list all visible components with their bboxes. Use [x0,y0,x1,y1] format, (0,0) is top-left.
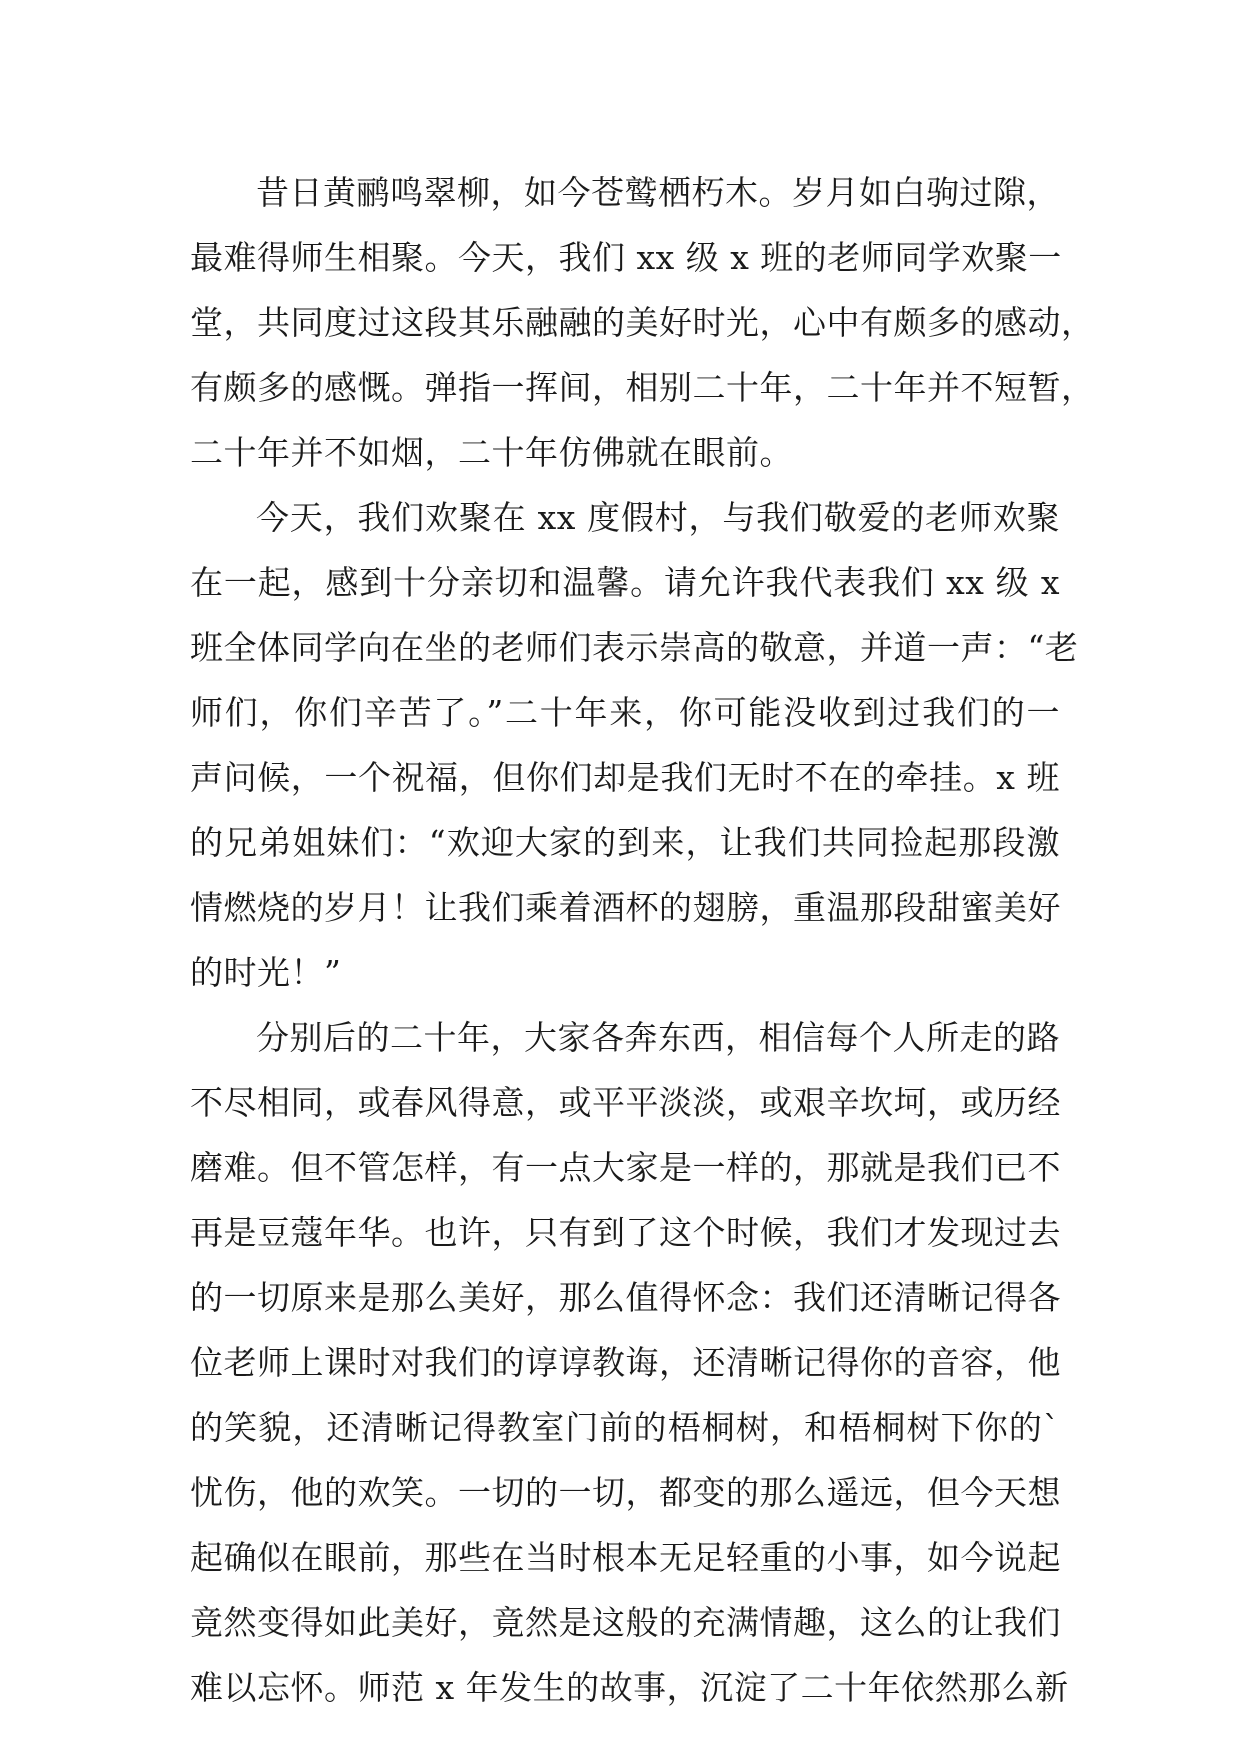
text-line: 分别后的二十年，大家各奔东西，相信每个人所走的路 [256,1018,1060,1057]
text-line: 最难得师生相聚。今天，我们 xx 级 x 班的老师同学欢聚一 [190,238,1062,277]
text-line: 起确似在眼前，那些在当时根本无足轻重的小事，如今说起 [190,1538,1061,1577]
text-line: 的兄弟姐妹们：“欢迎大家的到来，让我们共同捡起那段激 [190,823,1060,862]
text-line: 忧伤，他的欢笑。一切的一切，都变的那么遥远，但今天想 [190,1473,1061,1512]
text-line: 磨难。但不管怎样，有一点大家是一样的，那就是我们已不 [190,1148,1061,1187]
text-line: 的一切原来是那么美好，那么值得怀念：我们还清晰记得各 [190,1278,1061,1317]
text-line: 声问候，一个祝福，但你们却是我们无时不在的牵挂。x 班 [190,758,1060,797]
text-line: 在一起，感到十分亲切和温馨。请允许我代表我们 xx 级 x [190,563,1060,602]
text-line: 今天，我们欢聚在 xx 度假村，与我们敬爱的老师欢聚 [256,498,1060,537]
text-line: 的时光！” [190,953,342,992]
text-line: 有颇多的感慨。弹指一挥间，相别二十年，二十年并不短暂， [190,368,1095,407]
body-text [190,160,1095,1720]
text-line: 位老师上课时对我们的谆谆教诲，还清晰记得你的音容，他 [190,1343,1061,1382]
text-line: 难以忘怀。师范 x 年发生的故事，沉淀了二十年依然那么新 [190,1668,1069,1707]
text-line: 师们，你们辛苦了。”二十年来，你可能没收到过我们的一 [190,693,1060,732]
text-line: 的笑貌，还清晰记得教室门前的梧桐树，和梧桐树下你的` [190,1408,1060,1447]
text-line: 昔日黄鹂鸣翠柳，如今苍鹫栖朽木。岁月如白驹过隙， [256,173,1060,212]
text-line: 二十年并不如烟，二十年仿佛就在眼前。 [190,433,793,472]
text-line: 再是豆蔻年华。也许，只有到了这个时候，我们才发现过去 [190,1213,1061,1252]
text-line: 竟然变得如此美好，竟然是这般的充满情趣，这么的让我们 [190,1603,1061,1642]
text-line: 情燃烧的岁月！让我们乘着酒杯的翅膀，重温那段甜蜜美好 [190,888,1061,927]
text-line: 不尽相同，或春风得意，或平平淡淡，或艰辛坎坷，或历经 [190,1083,1061,1122]
text-line: 堂，共同度过这段其乐融融的美好时光，心中有颇多的感动， [190,303,1095,342]
text-line: 班全体同学向在坐的老师们表示崇高的敬意，并道一声：“老 [190,628,1079,667]
